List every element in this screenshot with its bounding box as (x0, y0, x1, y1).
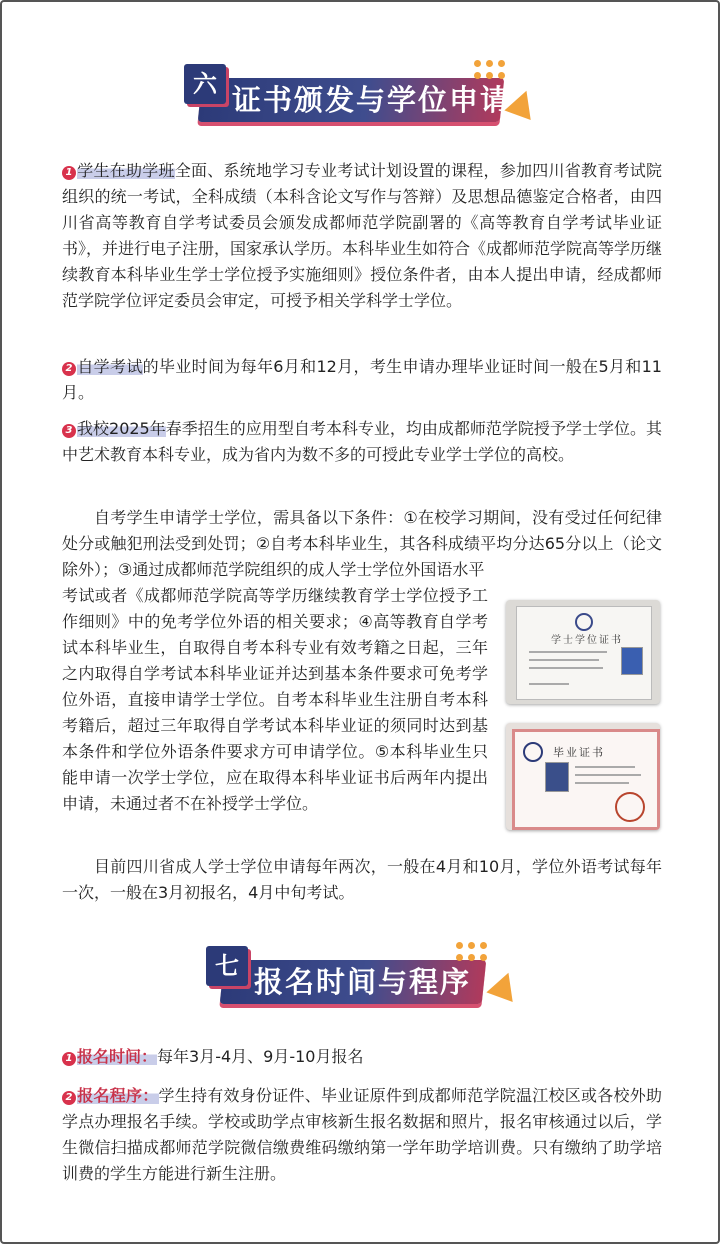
paragraph-4-body: 考试或者《成都师范学院高等学历继续教育学士学位授予工作细则》中的免考学位外语的相关要求；④高等教育自学考试本科毕业生，自取得自考本科专业有效考籍之日起，三年之内取得自学考试本科毕业证并达到基本条件要求可免考学位外语，直接申请学士学位。自考本科毕业生注册自考本科考籍后，超过三年取得自学考试本科毕业证的须同时达到基本条件和学位外语条件要求方可申请学位。⑤本科毕业生只能申请一次学士学位，应在取得本科毕业证书后两年内提出申请，未通过者不在补授学士学位。 (62, 586, 488, 813)
section6-banner (184, 64, 524, 138)
paragraph-1-text: 全面、系统地学习专业考试计划设置的课程，参加四川省教育考试院组织的统一考试，全科成绩（本科含论文写作与答辩）及思想品德鉴定合格者，由四川省高等教育自学考试委员会颁发成都师范学院副署的《高等教育自学考试毕业证书》，并进行电子注册，国家承认学历。本科毕业生如符合《成都师范学院高等学历继续教育本科毕业生学士学位授予实施细则》授位条件者，由本人提出申请，经成都师范学院学位评定委员会审定，可授予相关学科学士学位。 (62, 161, 663, 310)
paragraph-2-text: 的毕业时间为每年6月和12月，考生申请办理毕业证时间一般在5月和11月。 (62, 357, 662, 402)
section6-title: 证书颁发与学位申请 (232, 83, 512, 117)
certificate-text-line (575, 782, 629, 784)
certificate-text-line (529, 659, 599, 661)
degree-certificate-image (506, 600, 660, 704)
number-1-icon: 1 (62, 1052, 76, 1066)
paragraph-2-highlight: 自学考试 (77, 357, 143, 376)
enrollment-time-label: 报名时间： (77, 1047, 158, 1066)
graduation-certificate-title: 毕业证书 (553, 746, 605, 759)
number-2-icon: 2 (62, 1091, 76, 1105)
enrollment-time (62, 1044, 662, 1070)
degree-certificate-title: 学士学位证书 (551, 635, 623, 646)
enrollment-procedure-label: 报名程序： (77, 1086, 159, 1105)
section7-banner (206, 946, 506, 1020)
paragraph-1-highlight: 学生在助学班 (77, 161, 175, 180)
paragraph-3-text: 春季招生的应用型自考本科专业，均由成都师范学院授予学士学位。其中艺术教育本科专业，成为省内为数不多的可授此专业学士学位的高校。 (62, 419, 662, 464)
section7-title: 报名时间与程序 (254, 965, 472, 999)
certificate-text-line (575, 774, 641, 776)
enrollment-procedure-text: 学生持有效身份证件、毕业证原件到成都师范学院温江校区或各校外助学点办理报名手续。学校或助学点审核新生报名数据和照片，报名审核通过以后，学生微信扫描成都师范学院微信缴费维码缴纳第一学年助学培训费。只有缴纳了助学培训费的学生方能进行新生注册。 (62, 1086, 662, 1183)
enrollment-procedure (62, 1083, 662, 1187)
certificate-text-line (529, 683, 569, 685)
paragraph-3-highlight: 我校2025年 (77, 419, 166, 438)
degree-certificate-paper (516, 606, 652, 700)
section7-number: 七 (206, 946, 248, 986)
portrait-photo (545, 762, 569, 792)
graduation-certificate-paper (512, 729, 660, 830)
paragraph-3 (62, 416, 662, 468)
paragraph-2 (62, 354, 662, 406)
certificate-text-line (529, 651, 607, 653)
paragraph-5: 目前四川省成人学士学位申请每年两次，一般在4月和10月，学位外语考试每年一次，一般在3月初报名，4月中旬考试。 (62, 857, 662, 902)
enrollment-time-text: 每年3月-4月、9月-10月报名 (157, 1047, 364, 1066)
number-2-icon: 2 (62, 362, 76, 376)
number-1-icon: 1 (62, 166, 76, 180)
paragraph-1 (62, 158, 662, 314)
certificate-text-line (575, 766, 635, 768)
school-logo-icon (523, 742, 543, 762)
graduation-certificate-image (506, 723, 660, 830)
portrait-photo (621, 647, 643, 675)
school-emblem-icon (575, 613, 593, 631)
section6-number: 六 (184, 64, 226, 104)
number-3-icon: 3 (62, 424, 76, 438)
paragraph-4-intro: 自考学生申请学士学位，需具备以下条件：①在校学习期间，没有受过任何纪律处分或触犯刑法受到处罚；②自考本科毕业生，其各科成绩平均分达65分以上（论文除外）；③通过成都师范学院组织的成人学士学位外国语水平 (62, 508, 662, 579)
certificate-text-line (529, 667, 603, 669)
red-seal-stamp-icon (615, 792, 645, 822)
